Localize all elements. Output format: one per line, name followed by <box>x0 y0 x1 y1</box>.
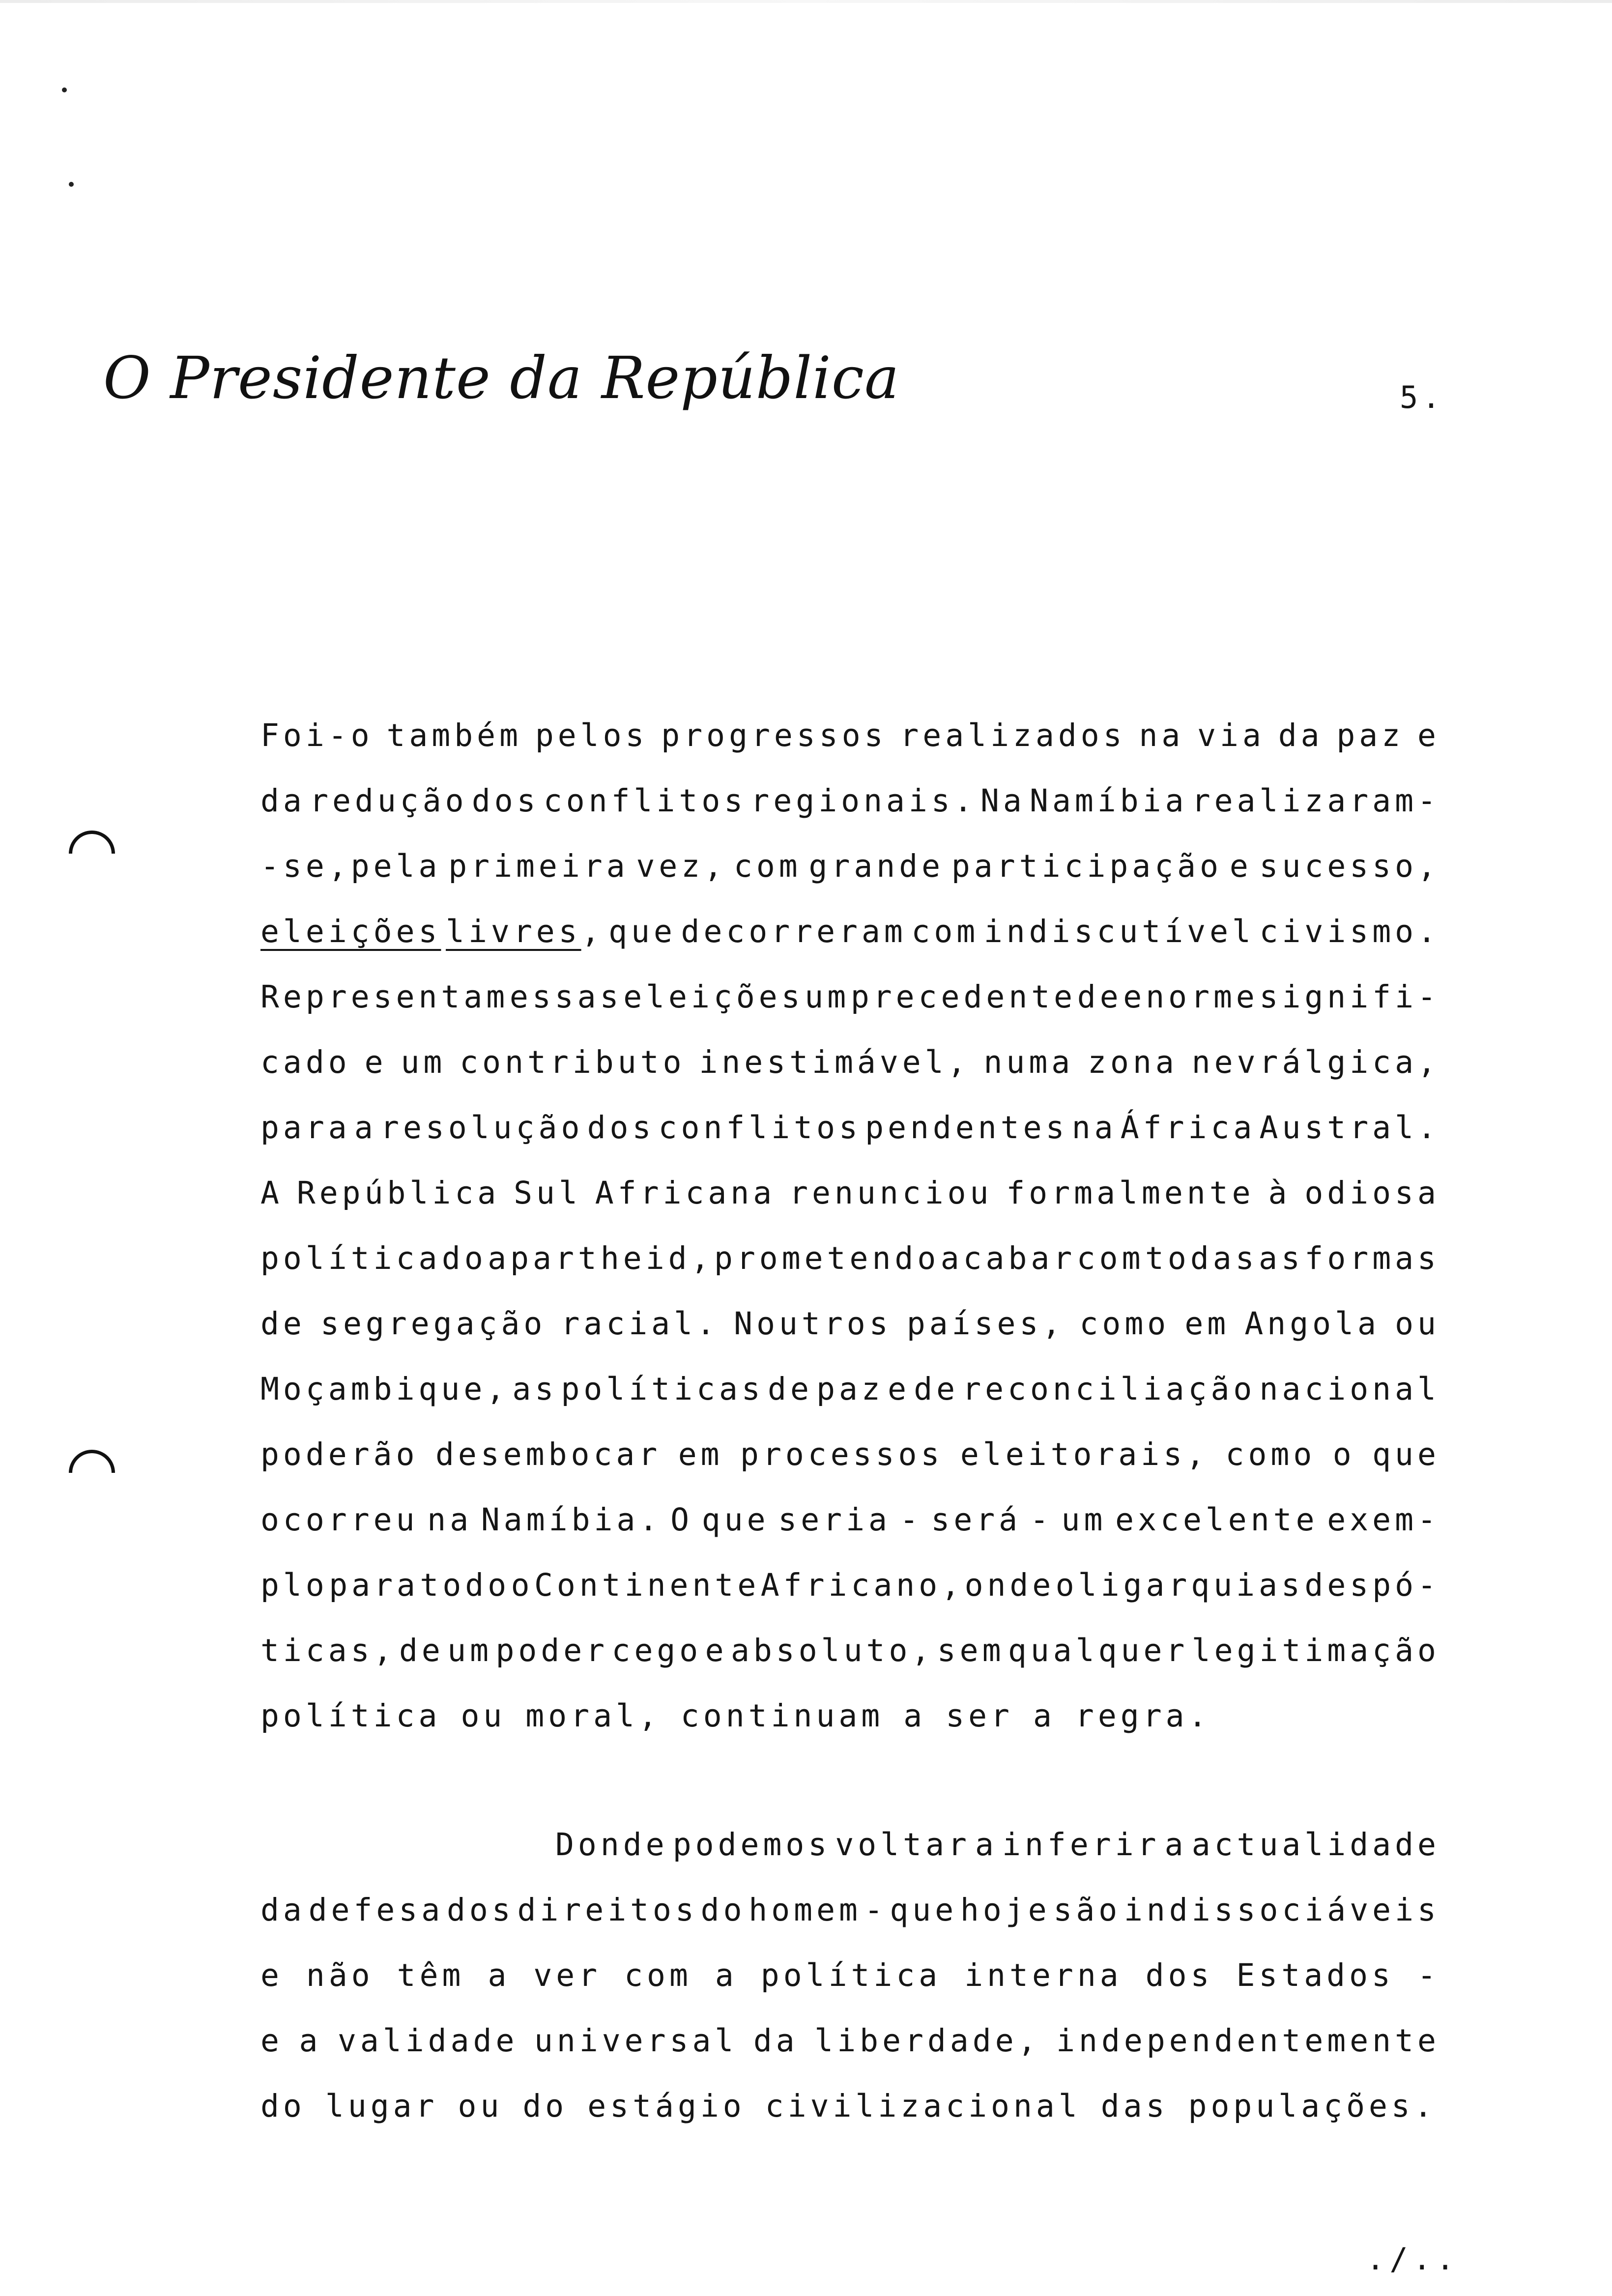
word: A <box>260 1175 283 1211</box>
word: legitimação <box>1191 1633 1440 1668</box>
word: em <box>1184 1306 1230 1342</box>
word: política <box>260 1698 441 1734</box>
word: defesa <box>308 1892 444 1928</box>
word: eleições <box>623 979 804 1015</box>
text-line <box>260 2008 1440 2073</box>
word: onde <box>964 1567 1055 1603</box>
word: continuam <box>680 1698 884 1734</box>
text-line <box>260 1683 1440 1749</box>
word: Moçambique, <box>260 1371 509 1407</box>
word: de <box>768 1371 813 1407</box>
word: e <box>260 2023 283 2059</box>
word: do <box>522 2088 568 2124</box>
word: de <box>1077 979 1123 1015</box>
word: conflitos <box>543 783 747 819</box>
word: despó- <box>1304 1567 1440 1603</box>
word: ocorreu <box>260 1502 419 1538</box>
word: cado <box>260 1044 351 1080</box>
word: homem <box>748 1892 862 1928</box>
word: política <box>760 1957 942 1993</box>
text-line <box>260 1030 1440 1095</box>
word: reconciliação <box>962 1371 1256 1407</box>
word: participação <box>951 848 1223 884</box>
word: Continente <box>534 1567 760 1603</box>
word: a <box>488 1957 511 1993</box>
word: as <box>512 1371 558 1407</box>
word: -se,pela <box>260 848 441 884</box>
word: da <box>260 783 306 819</box>
word: sem <box>937 1633 1005 1668</box>
word: inestimável, <box>699 1044 970 1080</box>
word: odiosa <box>1304 1175 1440 1211</box>
word: segregação <box>320 1306 547 1342</box>
word: realizaram- <box>1191 783 1440 819</box>
word: política <box>260 1240 441 1276</box>
text-line <box>260 2073 1440 2139</box>
word: - <box>1417 1957 1440 1993</box>
word: um <box>401 1044 446 1080</box>
page-number: 5. <box>1400 379 1444 415</box>
word: poder <box>495 1633 609 1668</box>
word: hoje <box>960 1892 1051 1928</box>
word: pendentes <box>865 1110 1068 1146</box>
text-line <box>260 1812 1440 1877</box>
word: - <box>1030 1502 1053 1538</box>
word: não <box>306 1957 374 1993</box>
text-line <box>260 964 1440 1030</box>
word: um <box>1061 1502 1107 1538</box>
word: de <box>914 1371 959 1407</box>
word: são <box>1053 1892 1122 1928</box>
word: voltar <box>835 1827 971 1863</box>
word: processos <box>740 1436 944 1472</box>
word: a <box>903 1698 926 1734</box>
word: a <box>715 1957 738 1993</box>
word: em <box>678 1436 723 1472</box>
word: Noutros <box>734 1306 892 1342</box>
word: como <box>1079 1306 1170 1342</box>
word: nacional <box>1259 1371 1440 1407</box>
word: racial. <box>561 1306 719 1342</box>
word: República <box>296 1175 500 1211</box>
underlined-word: eleições <box>260 914 441 949</box>
word: podemos <box>672 1827 831 1863</box>
word: direitos <box>517 1892 698 1928</box>
word: grande <box>808 848 945 884</box>
word: o <box>1332 1436 1355 1472</box>
word: Africana <box>595 1175 776 1211</box>
word: e <box>1229 848 1252 884</box>
word: para <box>329 1567 419 1603</box>
word: Donde <box>555 1827 668 1863</box>
word: formalmente <box>1006 1175 1255 1211</box>
word: como <box>1225 1436 1316 1472</box>
word: eleitorais, <box>960 1436 1209 1472</box>
word: lugar <box>325 2088 438 2124</box>
word: com <box>733 848 802 884</box>
word: ou <box>1395 1306 1440 1342</box>
word: contributo <box>460 1044 686 1080</box>
word: e <box>888 1371 910 1407</box>
word: da <box>753 2023 799 2059</box>
word: excelente <box>1115 1502 1319 1538</box>
word: do <box>441 1240 487 1276</box>
word: Sul <box>514 1175 581 1211</box>
word: um <box>805 979 850 1015</box>
word: a <box>299 2023 322 2059</box>
word: redução <box>310 783 468 819</box>
word: dos <box>446 1892 515 1928</box>
word: têm <box>397 1957 465 1993</box>
underlined-word: livres, <box>446 914 604 949</box>
word: ser <box>946 1698 1013 1734</box>
word: ou <box>458 2088 503 2124</box>
word: ou <box>461 1698 506 1734</box>
word: a <box>354 1110 377 1146</box>
text-line <box>260 768 1440 833</box>
word: do <box>700 1892 746 1928</box>
word: na <box>427 1502 473 1538</box>
word: Namíbia <box>1030 783 1188 819</box>
word: para <box>260 1110 351 1146</box>
text-line <box>260 1943 1440 2008</box>
word: de <box>260 1306 306 1342</box>
word: - <box>864 1892 887 1928</box>
word: Foi-o <box>260 718 374 753</box>
word: via <box>1197 718 1265 753</box>
word: independentemente <box>1056 2023 1440 2059</box>
text-line <box>260 1422 1440 1487</box>
paragraph-2 <box>260 1812 1440 2139</box>
word: liberdade, <box>814 2023 1040 2059</box>
word: essas <box>509 979 623 1015</box>
word: na <box>1139 718 1184 753</box>
word: validade <box>337 2023 518 2059</box>
word: Na <box>980 783 1026 819</box>
word: plo <box>260 1567 328 1603</box>
word: todo <box>420 1567 511 1603</box>
word: decorreram <box>681 914 907 949</box>
word: civismo. <box>1259 914 1440 949</box>
word: a <box>1033 1698 1056 1734</box>
word: paz <box>1336 718 1405 753</box>
word: Estados <box>1236 1957 1394 1993</box>
word: países, <box>906 1306 1065 1342</box>
word: precedente <box>850 979 1077 1015</box>
word: as <box>1259 1240 1304 1276</box>
word: inferir <box>1002 1827 1160 1863</box>
scan-edge <box>0 0 1612 3</box>
word: interna <box>964 1957 1123 1993</box>
word: dos <box>471 783 540 819</box>
word: progressos <box>661 718 887 753</box>
text-line <box>260 1877 1440 1943</box>
word: indiscutível <box>983 914 1255 949</box>
word: primeira <box>448 848 629 884</box>
word: desembocar <box>435 1436 662 1472</box>
word: Africano, <box>760 1567 964 1603</box>
word: pelos <box>535 718 648 753</box>
text-line <box>260 1291 1440 1356</box>
word: regra. <box>1075 1698 1211 1734</box>
word: da <box>1278 718 1324 753</box>
text-line <box>260 1160 1440 1226</box>
word: oligarquias <box>1055 1567 1304 1603</box>
word: realizados <box>900 718 1126 753</box>
word: numa <box>983 1044 1074 1080</box>
word: também <box>386 718 522 753</box>
word: dos <box>1145 1957 1213 1993</box>
word: universal <box>534 2023 738 2059</box>
punch-hole-mark <box>69 831 115 854</box>
word: e <box>1417 718 1440 753</box>
text-line <box>260 703 1440 768</box>
paragraph-1 <box>260 703 1440 1749</box>
word: absoluto, <box>730 1633 934 1668</box>
word: sucesso, <box>1259 848 1440 884</box>
word: com <box>624 1957 692 1993</box>
word: que <box>1372 1436 1440 1472</box>
word: cego <box>611 1633 702 1668</box>
text-line <box>260 1226 1440 1291</box>
speck-mark <box>62 87 67 92</box>
word: O <box>670 1502 693 1538</box>
word: exem- <box>1327 1502 1440 1538</box>
word: ticas, <box>260 1633 396 1668</box>
word: e <box>705 1633 728 1668</box>
word: que <box>701 1502 770 1538</box>
text-line <box>260 899 1440 964</box>
text-line <box>260 833 1440 899</box>
word: poderão <box>260 1436 419 1472</box>
speck-mark <box>69 182 74 187</box>
word: civilizacional <box>765 2088 1081 2124</box>
word: à <box>1268 1175 1291 1211</box>
word: regionais. <box>750 783 977 819</box>
word: e <box>364 1044 387 1080</box>
word: resolução <box>380 1110 584 1146</box>
word: actualidade <box>1191 1827 1440 1863</box>
word: de <box>399 1633 444 1668</box>
word: da <box>260 1892 306 1928</box>
word: e <box>260 1957 283 1993</box>
text-line <box>260 1487 1440 1552</box>
word: do <box>260 2088 306 2124</box>
word: que <box>608 914 676 949</box>
word: Angola <box>1244 1306 1380 1342</box>
word: paz <box>816 1371 884 1407</box>
word: Namíbia. <box>481 1502 662 1538</box>
word: estágio <box>587 2088 746 2124</box>
word: o <box>511 1567 534 1603</box>
word: conflitos <box>658 1110 862 1146</box>
word: acabar <box>940 1240 1076 1276</box>
word: África <box>1120 1110 1256 1146</box>
letterhead: O Presidente da República <box>103 344 900 412</box>
continuation-mark: ./.. <box>1366 2241 1460 2277</box>
word: enorme <box>1123 979 1259 1015</box>
word: a <box>975 1827 998 1863</box>
word: zona <box>1088 1044 1178 1080</box>
word: apartheid, <box>488 1240 714 1276</box>
word: com <box>1076 1240 1145 1276</box>
word: qualquer <box>1008 1633 1189 1668</box>
word: - <box>899 1502 922 1538</box>
text-line <box>260 1552 1440 1618</box>
word: todas <box>1145 1240 1258 1276</box>
word: será <box>931 1502 1022 1538</box>
word: a <box>1164 1827 1187 1863</box>
word: seria <box>778 1502 891 1538</box>
word: formas <box>1304 1240 1440 1276</box>
word: Representam <box>260 979 509 1015</box>
word: Austral. <box>1259 1110 1440 1146</box>
word: renunciou <box>789 1175 993 1211</box>
word: com <box>911 914 979 949</box>
text-line <box>260 1356 1440 1422</box>
word: um <box>447 1633 493 1668</box>
word: na <box>1071 1110 1117 1146</box>
text-line <box>260 1095 1440 1160</box>
word: que <box>890 1892 958 1928</box>
word: nevrálgica, <box>1191 1044 1440 1080</box>
word: signifi- <box>1259 979 1440 1015</box>
word: indissociáveis <box>1123 1892 1440 1928</box>
word: ver <box>533 1957 602 1993</box>
word: populações. <box>1188 2088 1437 2124</box>
word: políticas <box>561 1371 764 1407</box>
word: moral, <box>525 1698 661 1734</box>
word: prometendo <box>714 1240 940 1276</box>
text-line <box>260 1618 1440 1683</box>
word: dos <box>587 1110 655 1146</box>
word: vez, <box>636 848 727 884</box>
punch-hole-mark <box>69 1450 115 1473</box>
word: das <box>1100 2088 1169 2124</box>
